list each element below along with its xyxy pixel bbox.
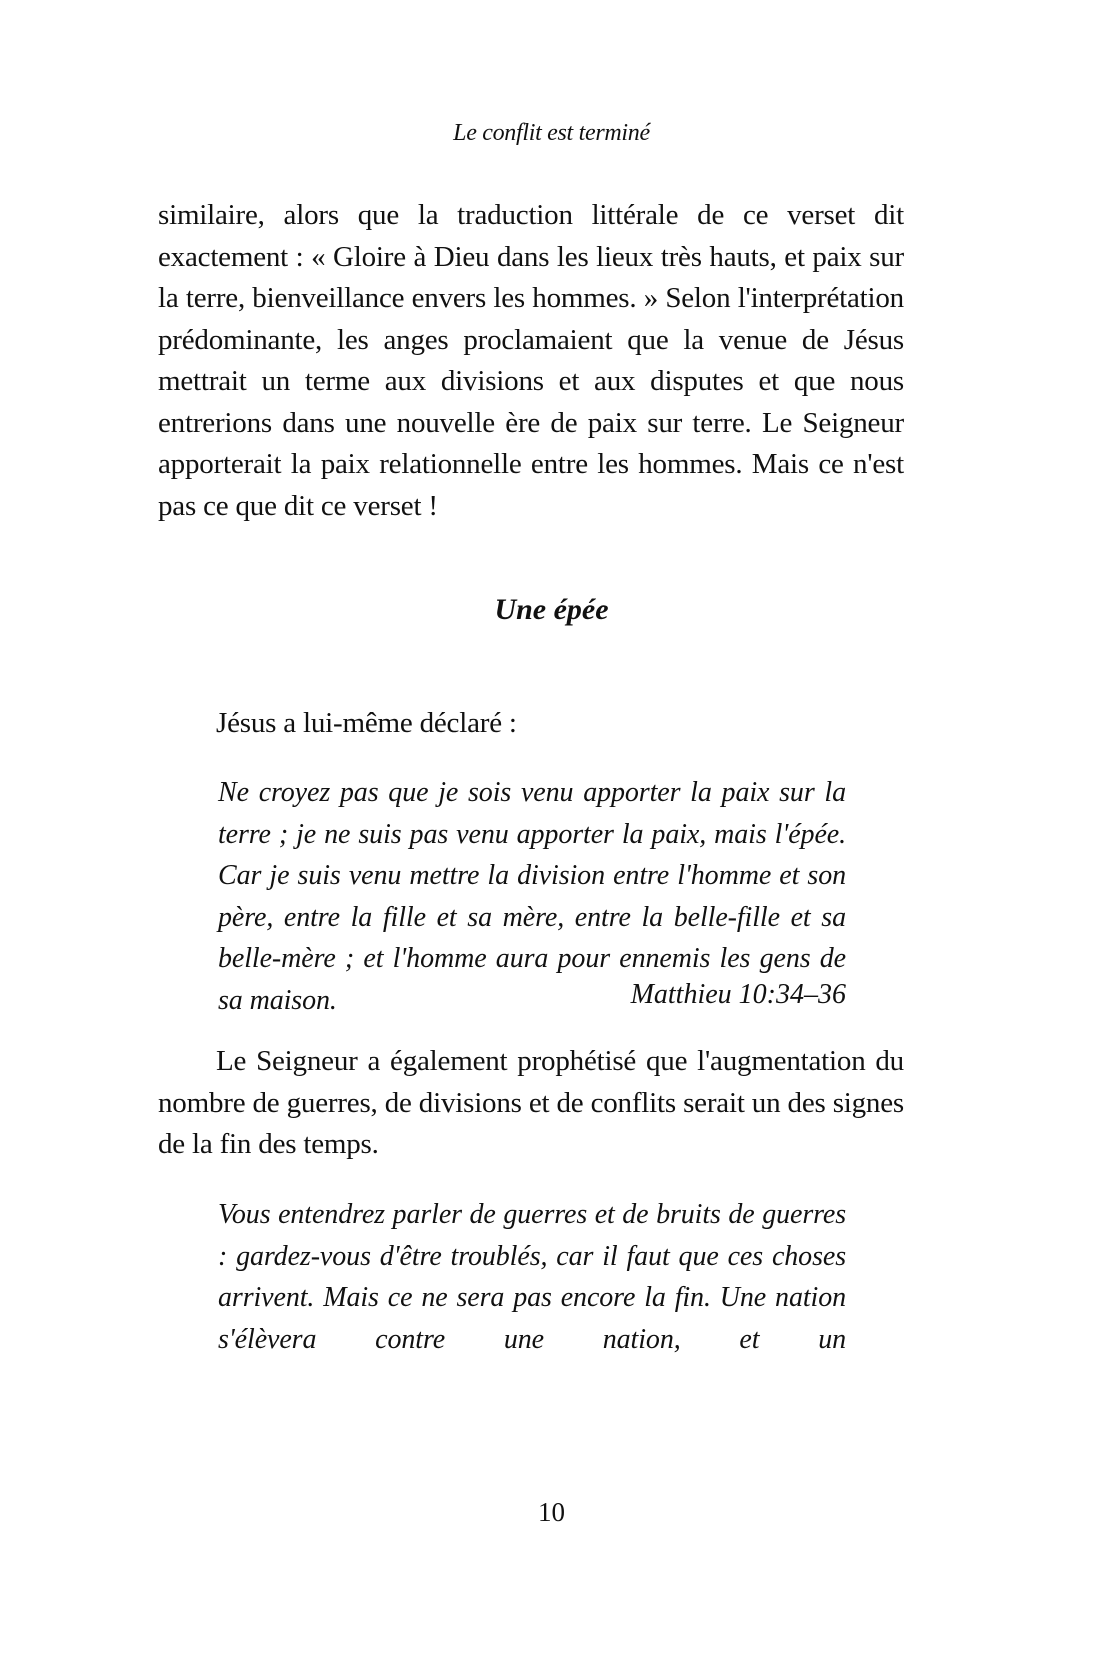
paragraph-text: similaire, alors que la traduction littérale de ce verset dit exactement : « Gloire à Dieu dans les lieux très hauts, et paix sur la terre, bienveillance envers les hommes. » Selon l'interprétation prédominante, les anges proclamaient que la venue de Jésus mettrait un terme aux divisions et aux disputes et que nous entrerions dans une nouvelle ère de paix sur terre. Le Seigneur apporterait la paix relationnelle entre les hommes. Mais ce n'est pas ce que dit ce verset ! (158, 199, 904, 522)
body-paragraph-2 (158, 703, 904, 745)
paragraph-text: Le Seigneur a également prophétisé que l'augmentation du nombre de guerres, de divisions et de conflits serait un des signes de la fin des temps. (158, 1045, 904, 1160)
body-paragraph-3 (158, 1041, 904, 1166)
running-head: Le conflit est terminé (453, 120, 650, 146)
block-quote-1: Ne croyez pas que je sois venu apporter la paix sur la terre ; je ne suis pas venu apporter la paix, mais l'épée. Car je suis venu mettre la division entre l'homme et son père, entre la fille et sa mère, entre la belle-fille et sa belle-mère ; et l'homme aura pour ennemis les gens de sa maison. (218, 777, 846, 1016)
block-quote-2: Vous entendrez parler de guerres et de bruits de guerres : gardez-vous d'être troublés, car il faut que ces choses arrivent. Mais ce ne sera pas encore la fin. Une nation s'élèvera contre une nation, et un (218, 1199, 846, 1355)
body-paragraph-1 (158, 195, 904, 527)
page-number: 10 (538, 1497, 565, 1527)
paragraph-text: Jésus a lui-même déclaré : (216, 707, 517, 739)
quote-attribution: Matthieu 10:34–36 (630, 979, 846, 1010)
section-heading: Une épée (494, 593, 609, 626)
